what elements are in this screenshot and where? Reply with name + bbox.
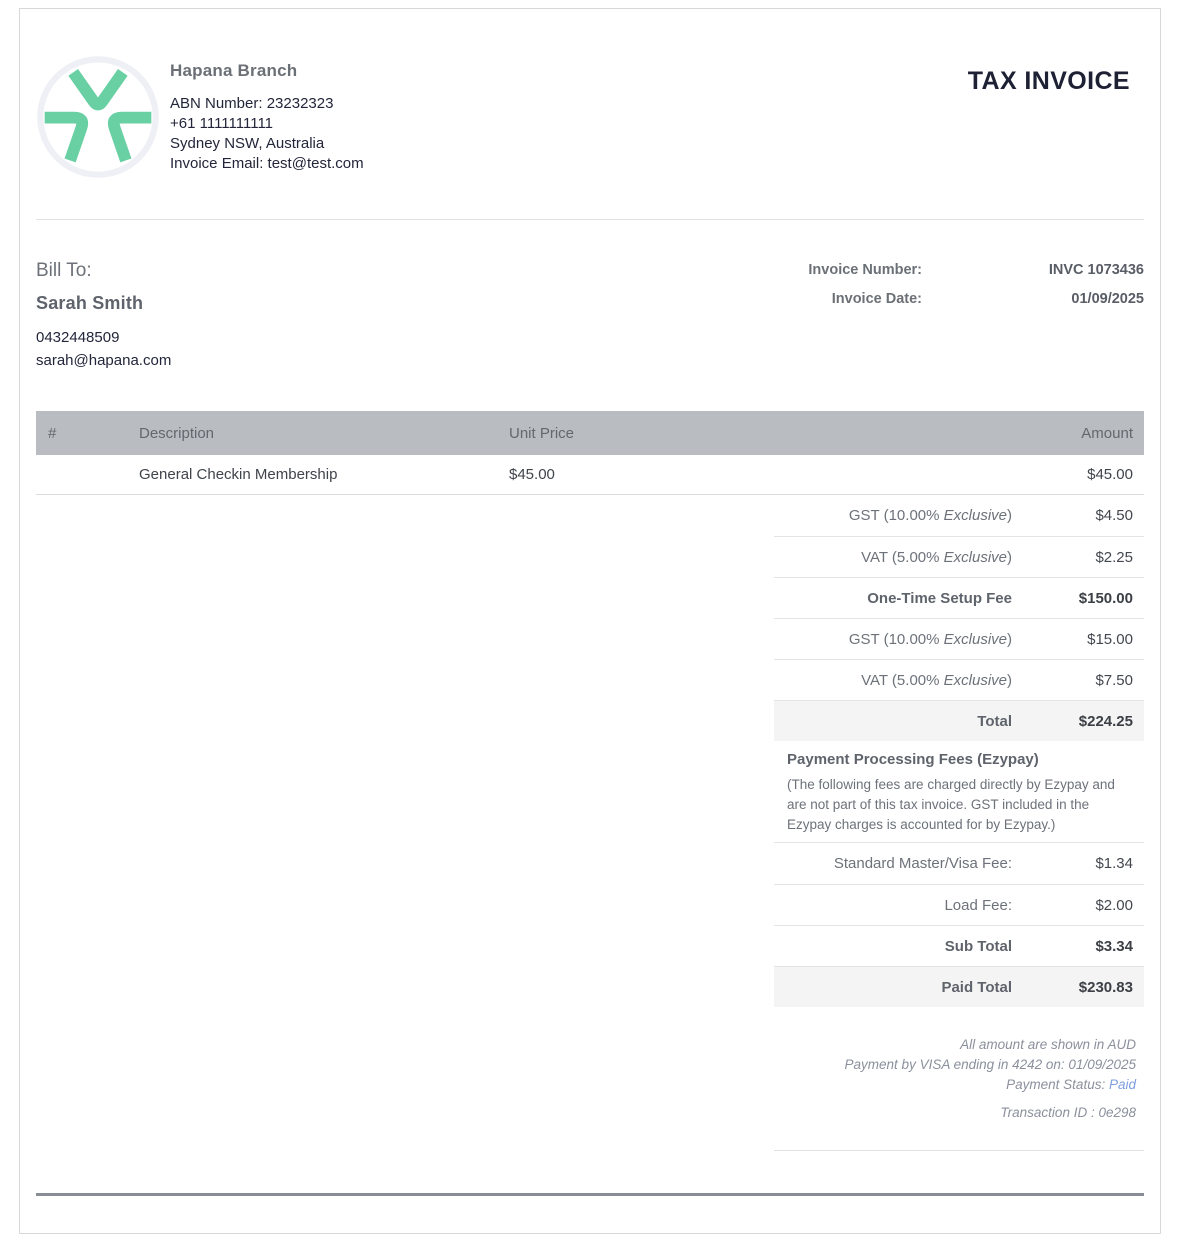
summary-label: VAT (5.00% Exclusive)	[861, 671, 1012, 689]
summary-value: $7.50	[1095, 671, 1133, 689]
sub-total-value: $3.34	[1095, 937, 1133, 955]
sub-total-label: Sub Total	[944, 937, 1012, 955]
brand-phone: +61 1111111111	[170, 115, 274, 132]
summary-label: GST (10.00% Exclusive)	[848, 507, 1012, 524]
item-description: General Checkin Membership	[139, 466, 338, 483]
fee-row-master-visa	[774, 843, 1144, 884]
header-description: Description	[139, 424, 215, 442]
fees-section-header	[774, 741, 1144, 843]
invoice-date-row	[764, 291, 1144, 307]
invoice-header	[36, 9, 1144, 179]
invoice-summary	[774, 495, 1144, 1151]
brand-abn: ABN Number: 23232323	[170, 95, 334, 112]
bottom-divider	[36, 1193, 1144, 1196]
invoice-number-value: INVC 1073436	[1048, 262, 1144, 278]
summary-row-total	[774, 700, 1144, 741]
bill-to-block	[36, 260, 171, 369]
payment-status-badge: Paid	[1108, 1077, 1136, 1092]
header-amount: Amount	[1081, 424, 1133, 442]
header-unit-price: Unit Price	[509, 424, 575, 442]
items-table	[36, 411, 1144, 495]
header-num: #	[48, 424, 57, 442]
fee-row-sub-total	[774, 925, 1144, 966]
payment-method-note: Payment by VISA ending in 4242 on: 01/09/2025	[844, 1057, 1136, 1072]
billing-section	[36, 260, 1144, 369]
currency-note: All amount are shown in AUD	[960, 1037, 1136, 1052]
invoice-date-label: Invoice Date:	[831, 291, 922, 307]
invoice-number-row	[764, 262, 1144, 278]
items-table-header	[36, 411, 1144, 455]
customer-email: sarah@hapana.com	[36, 352, 172, 369]
paid-total-label: Paid Total	[941, 978, 1012, 996]
transaction-id: Transaction ID : 0e298	[1000, 1105, 1136, 1120]
bill-to-label: Bill To:	[36, 260, 92, 281]
summary-value: $2.25	[1095, 548, 1133, 566]
item-unit-price: $45.00	[509, 466, 555, 483]
summary-row-gst1	[774, 495, 1144, 536]
item-amount: $45.00	[1087, 466, 1133, 483]
brand-address: Sydney NSW, Australia	[170, 135, 325, 152]
invoice-number-label: Invoice Number:	[808, 262, 922, 278]
summary-row-gst2	[774, 618, 1144, 659]
fee-value: $1.34	[1095, 855, 1133, 872]
fee-value: $2.00	[1095, 896, 1133, 914]
summary-value: $150.00	[1078, 589, 1133, 607]
payment-footer-notes	[774, 1007, 1144, 1151]
brand-info	[170, 55, 364, 179]
summary-value: $15.00	[1087, 630, 1133, 648]
fee-label: Load Fee:	[944, 896, 1012, 914]
summary-row-setup-fee	[774, 577, 1144, 618]
customer-phone: 0432448509	[36, 329, 120, 346]
table-row	[36, 455, 1144, 495]
fees-section-title: Payment Processing Fees (Ezypay)	[787, 751, 1039, 768]
summary-label: VAT (5.00% Exclusive)	[861, 548, 1012, 566]
customer-name: Sarah Smith	[36, 293, 144, 313]
header-divider	[36, 219, 1144, 220]
invoice-page	[19, 8, 1161, 1234]
total-label: Total	[977, 712, 1012, 730]
paid-total-value: $230.83	[1078, 978, 1133, 996]
total-value: $224.25	[1078, 712, 1133, 730]
summary-row-vat1	[774, 536, 1144, 577]
fee-row-paid-total	[774, 966, 1144, 1007]
fee-row-load	[774, 884, 1144, 925]
summary-row-vat2	[774, 659, 1144, 700]
brand-name: Hapana Branch	[170, 61, 298, 80]
invoice-meta-block	[764, 260, 1144, 369]
summary-label: GST (10.00% Exclusive)	[848, 630, 1012, 648]
fees-section-note: (The following fees are charged directly by Ezypay and are not part of this tax invoice. GST included in the Ezypay charges is accounted for by Ezypay.)	[787, 777, 1115, 832]
summary-label: One-Time Setup Fee	[867, 589, 1012, 607]
brand-logo-icon	[36, 55, 160, 179]
page-title: TAX INVOICE	[967, 67, 1130, 95]
summary-value: $4.50	[1095, 507, 1133, 524]
invoice-date-value: 01/09/2025	[1071, 291, 1144, 307]
fee-label: Standard Master/Visa Fee:	[833, 855, 1012, 872]
brand-invoice-email: Invoice Email: test@test.com	[170, 155, 364, 172]
payment-status-line: Payment Status: Paid	[1006, 1077, 1136, 1092]
